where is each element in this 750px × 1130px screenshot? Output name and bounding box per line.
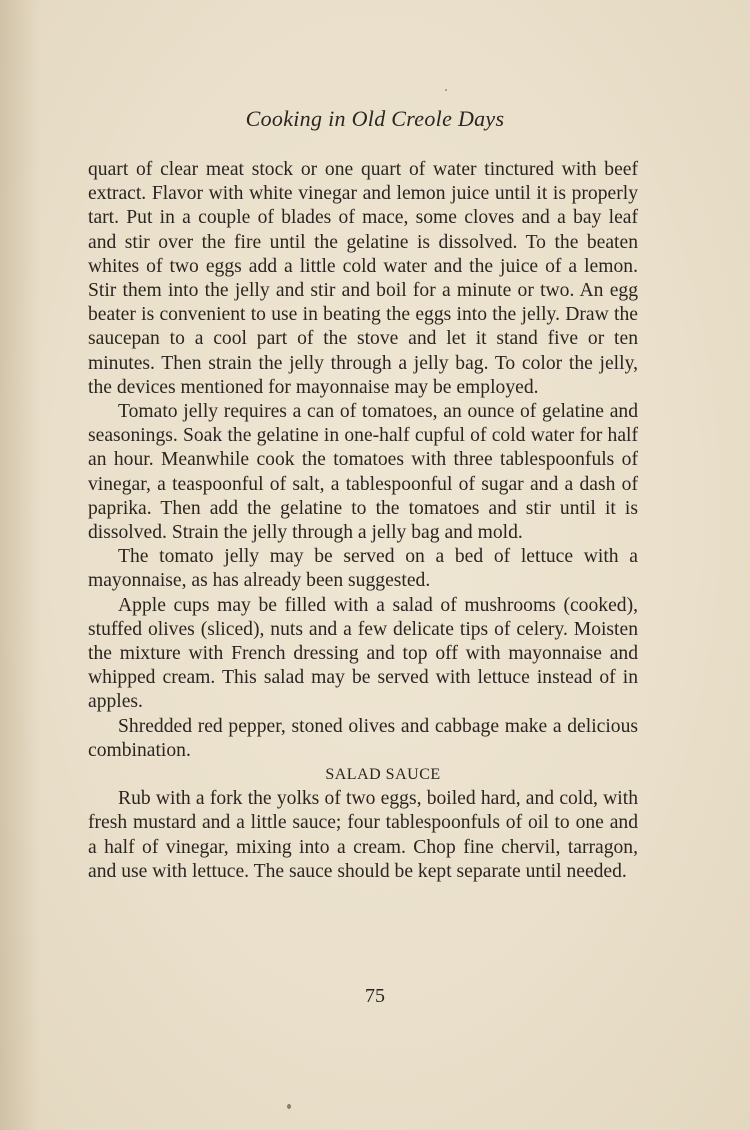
page-number: 75 (365, 985, 385, 1007)
paragraph-apple-cups: Apple cups may be filled with a salad of mushrooms (cooked), stuffed olives (sliced), nuts and a few delicate tips of celery. Moisten the mixture with French dressing and top off with mayonnaise and whipped cream. This salad may be served with lettuce instead of in apples. (88, 594, 638, 713)
page-body-text (88, 158, 638, 884)
paragraph-tomato-jelly: Tomato jelly requires a can of tomatoes, an ounce of gelatine and seasonings. Soak the gelatine in one-half cupful of cold water for half an hour. Meanwhile cook the tomatoes with three tablespoonfuls of vinegar, a teaspoonful of salt, a tablespoonful of sugar and a dash of paprika. Then add the gelatine to the tomatoes and stir until it is dissolved. Strain the jelly through a jelly bag and mold. (88, 401, 638, 544)
paragraph-salad-sauce: Rub with a fork the yolks of two eggs, boiled hard, and cold, with fresh mustard and a little sauce; four tablespoonfuls of oil to one and a half of vinegar, mixing into a cream. Chop fine chervil, tarragon, and use with lettuce. The sauce should be kept separate until needed. (88, 788, 638, 882)
paper-speck (287, 1104, 291, 1109)
section-heading: SALAD SAUCE (325, 766, 441, 784)
paper-speck (445, 89, 447, 91)
paragraph-red-pepper: Shredded red pepper, stoned olives and cabbage make a delicious combination. (88, 715, 638, 761)
running-head: Cooking in Old Creole Days (245, 106, 505, 131)
paragraph-serving: The tomato jelly may be served on a bed of lettuce with a mayonnaise, as has already been suggested. (88, 546, 638, 592)
paragraph-continued: quart of clear meat stock or one quart of water tinctured with beef extract. Flavor with white vinegar and lemon juice until it is properly tart. Put in a couple of blades of mace, some cloves and a bay leaf and stir over the fire until the gelatine is dissolved. To the beaten whites of two eggs add a little cold water and the juice of a lemon. Stir them into the jelly and stir and boil for a minute or two. An egg beater is convenient to use in beating the eggs into the jelly. Draw the saucepan to a cool part of the stove and let it stand five or ten minutes. Then strain the jelly through a jelly bag. To color the jelly, the devices mentioned for mayonnaise may be employed. (88, 159, 638, 398)
